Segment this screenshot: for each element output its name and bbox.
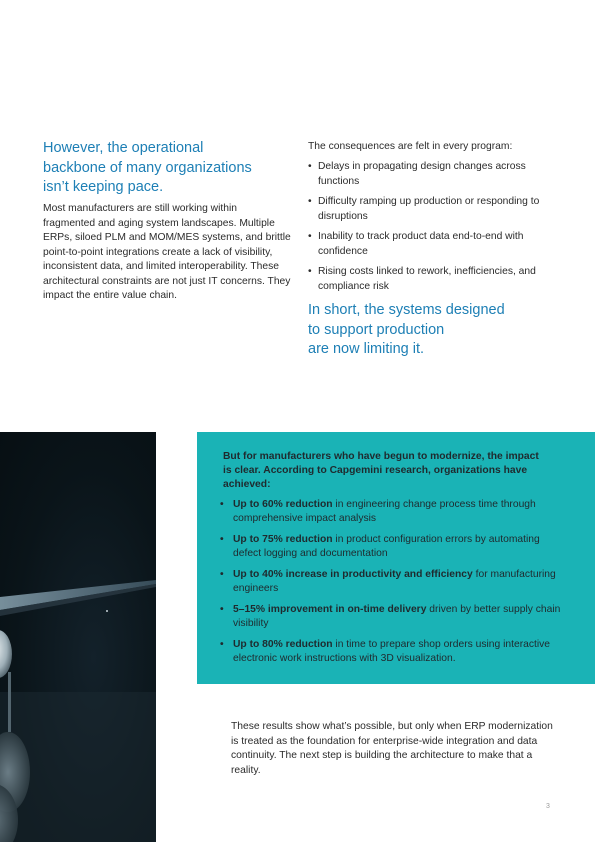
result-text: driven by better supply chain visibility	[233, 603, 561, 629]
consequences-intro: The consequences are felt in every program:	[308, 141, 513, 152]
bullet: •	[220, 638, 224, 650]
list-item	[308, 160, 558, 189]
result-text: for manufacturing engineers	[233, 568, 556, 595]
consequences-list	[308, 160, 558, 300]
results-intro: But for manufacturers who have begun to modernize, the impact is clear. According to Capgemini research, organizations have achieved:	[223, 451, 539, 491]
result-highlight: Up to 40% increase in productivity and efficiency	[233, 568, 473, 580]
list-item	[308, 230, 558, 259]
list-item	[219, 603, 564, 631]
consequence-text: Inability to track product data end-to-end with confidence	[318, 231, 524, 257]
results-list	[219, 498, 564, 673]
aircraft-photo-illustration	[0, 432, 156, 842]
consequence-text: Delays in propagating design changes across functions	[318, 161, 526, 187]
list-item	[308, 195, 558, 224]
result-highlight: Up to 60% reduction	[233, 499, 333, 510]
bullet: •	[308, 266, 312, 277]
list-item	[219, 638, 564, 666]
bullet: •	[220, 499, 224, 510]
aircraft-photo	[0, 432, 156, 842]
result-highlight: 5–15% improvement in on-time delivery	[233, 603, 427, 615]
bullet: •	[308, 196, 312, 207]
page-number: 3	[546, 803, 550, 810]
right-heading-line: are now limiting it.	[308, 341, 425, 357]
list-item	[219, 568, 564, 596]
result-text: in product configuration errors by automating defect logging and documentation	[233, 533, 540, 560]
bullet: •	[308, 231, 312, 242]
closing-paragraph: These results show what’s possible, but only when ERP modernization is treated as the foundation for enterprise-wide integration and data continuity. The next step is building the architecture to make that a reality.	[231, 721, 553, 776]
list-item	[219, 533, 564, 561]
results-panel	[197, 432, 595, 684]
left-heading-line: isn’t keeping pace.	[43, 179, 164, 195]
left-body-paragraph: Most manufacturers are still working within fragmented and aging system landscapes. Multiple ERPs, siloed PLM and MOM/MES systems, and brittle point-to-point integrations create a lack of visibility, inconsistent data, and limited interoperability. These architectural constraints are not just IT concerns. They impact the entire value chain.	[43, 203, 291, 301]
list-item	[219, 498, 564, 526]
right-heading-line: to support production	[308, 321, 445, 338]
result-text: in time to prepare shop orders using interactive electronic work instructions with 3D visualization.	[233, 638, 551, 664]
right-heading	[308, 301, 548, 360]
result-text: in engineering change process time through comprehensive impact analysis	[233, 499, 536, 525]
bullet: •	[220, 603, 224, 615]
list-item	[308, 265, 558, 294]
left-heading-line: backbone of many organizations	[43, 159, 252, 176]
result-highlight: Up to 80% reduction	[233, 638, 333, 650]
right-heading-line: In short, the systems designed	[308, 302, 505, 318]
result-highlight: Up to 75% reduction	[233, 533, 333, 545]
left-heading-line: However, the operational	[43, 140, 204, 156]
consequence-text: Rising costs linked to rework, inefficiencies, and compliance risk	[318, 266, 536, 292]
bullet: •	[308, 161, 312, 172]
bullet: •	[220, 533, 224, 545]
left-heading	[43, 139, 283, 198]
consequence-text: Difficulty ramping up production or responding to disruptions	[318, 196, 540, 222]
bullet: •	[220, 568, 224, 580]
